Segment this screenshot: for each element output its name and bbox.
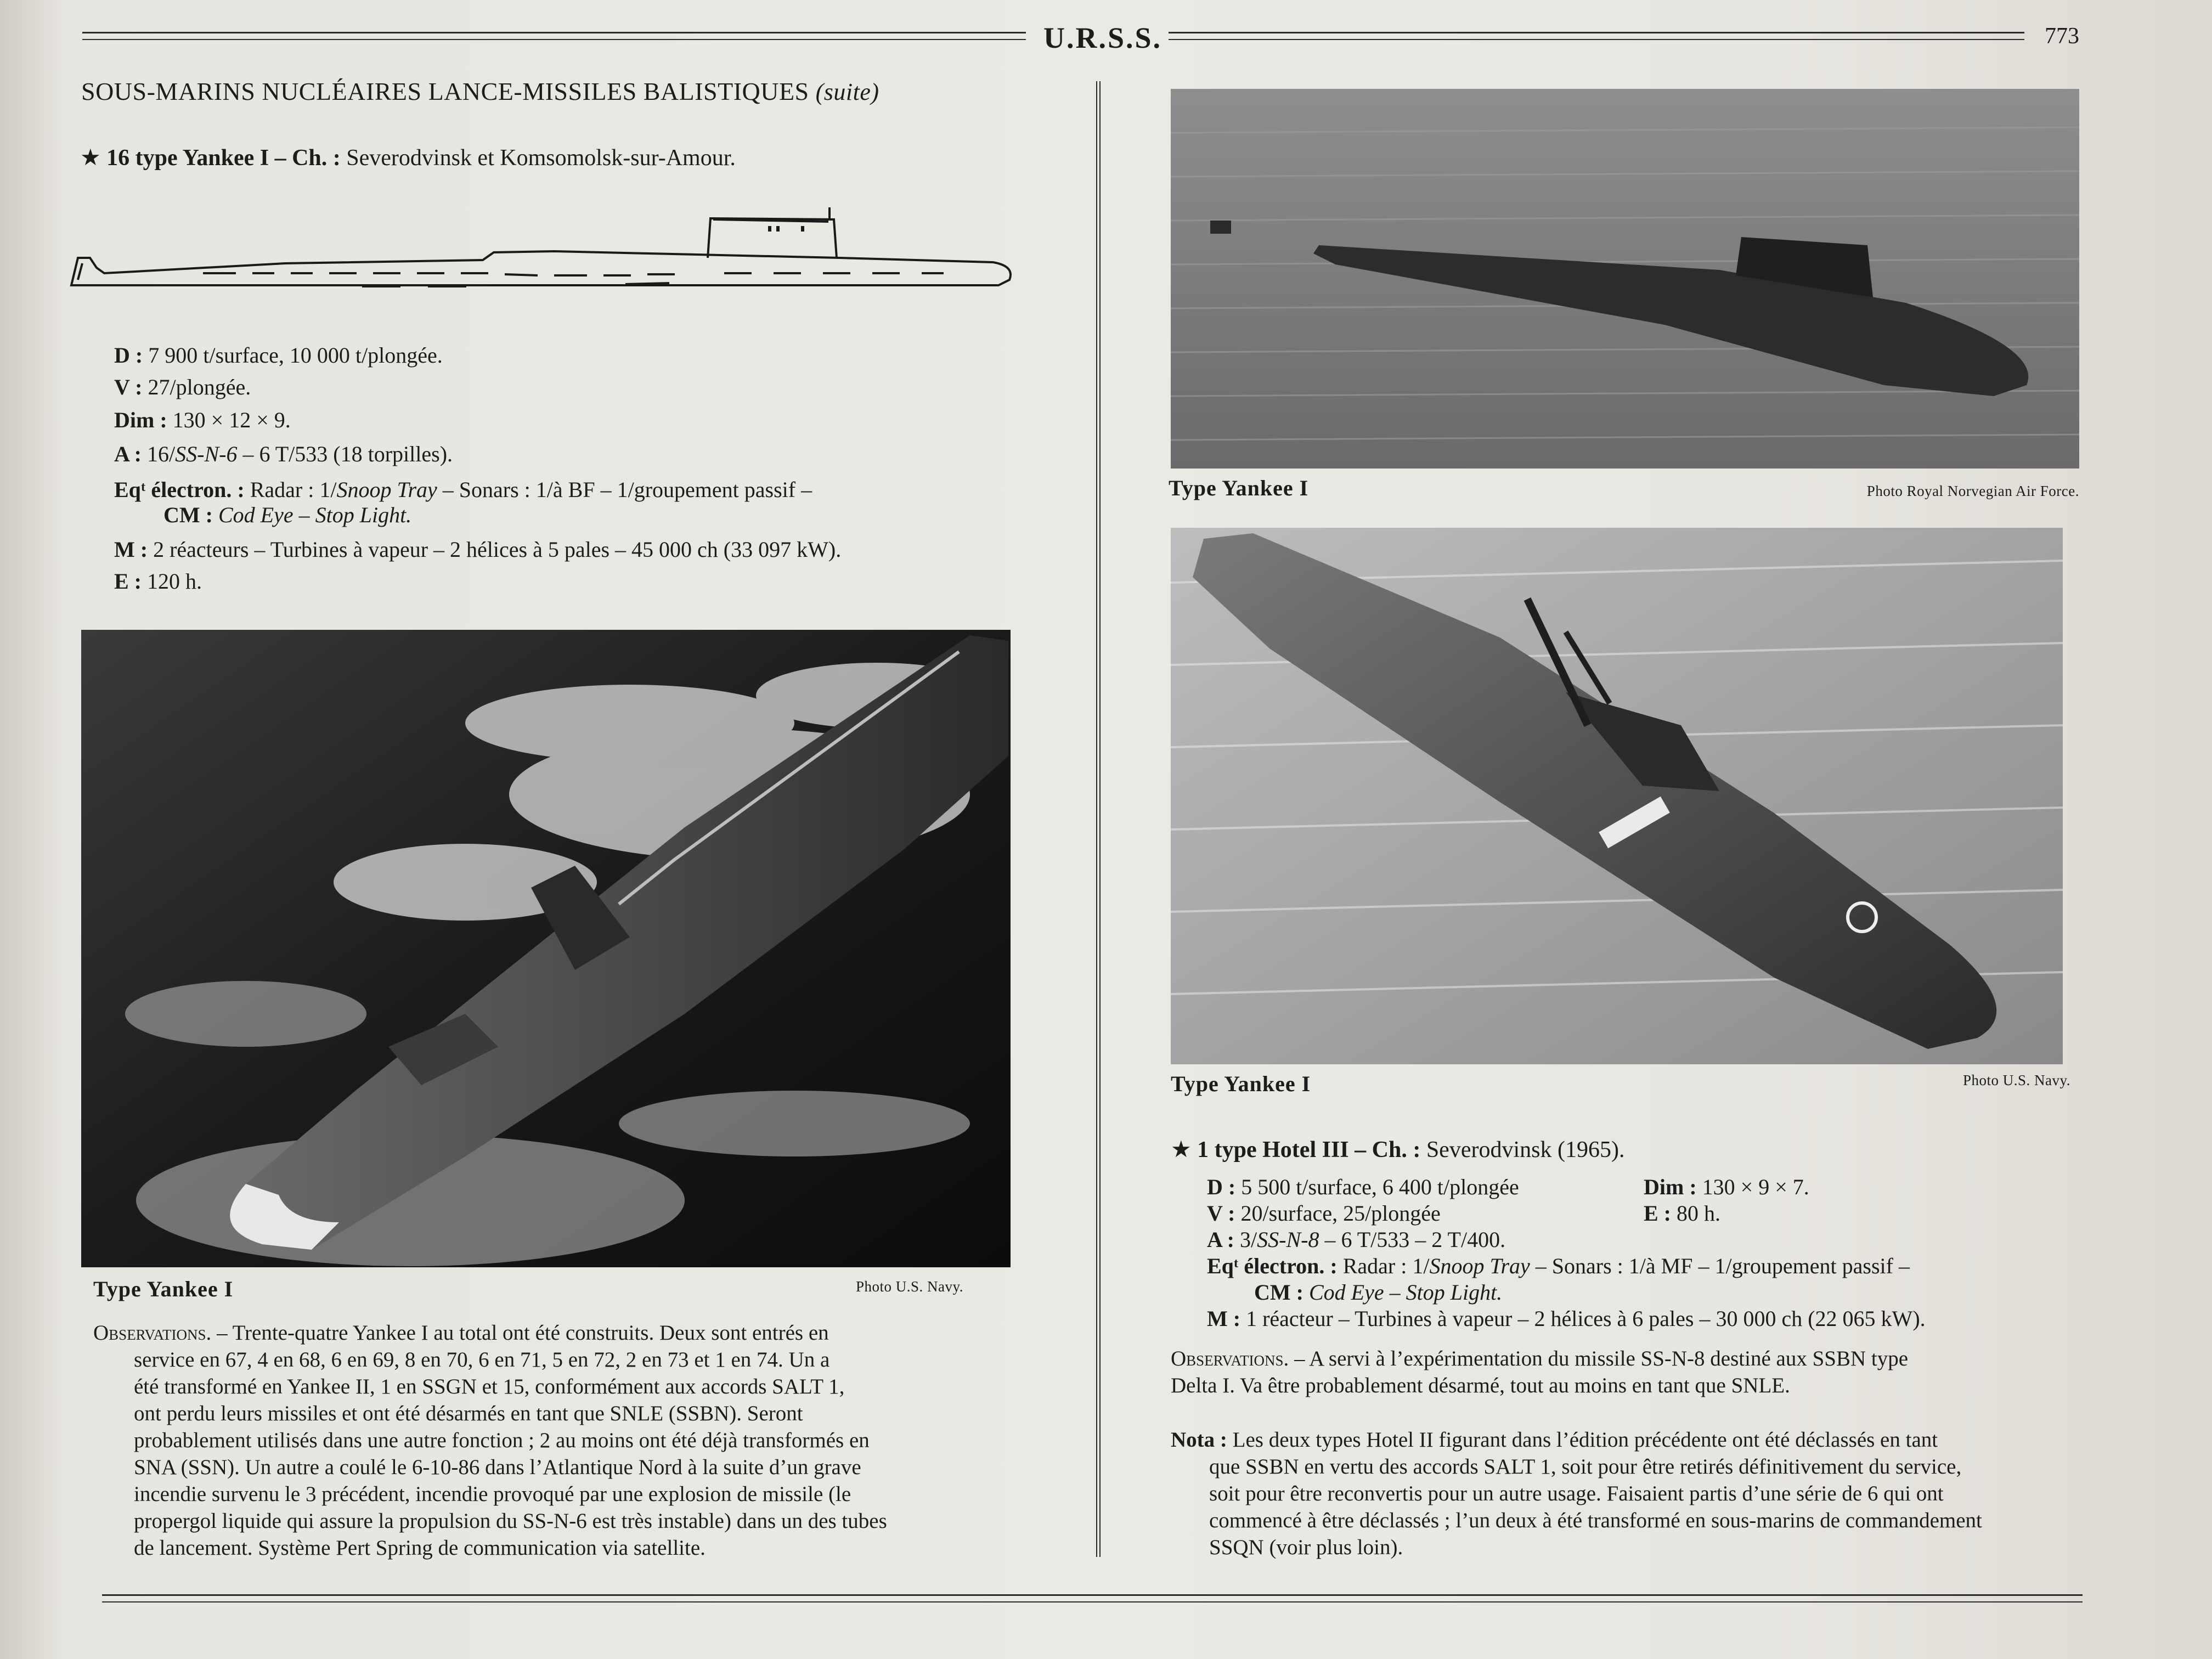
photo-yankee-right-bottom [1171,528,2063,1064]
observations-yankee [93,1319,1026,1561]
observations-label: Observations. [1171,1347,1289,1370]
spec-e-value: 120 h. [147,569,202,594]
spec-eq-key: Eqᵗ électron. : [114,477,245,502]
photo-caption-left: Type Yankee I [93,1277,234,1301]
spec-cm-key: CM : [1254,1280,1304,1305]
observations-line: propergol liquide qui assure la propulsion du SS-N-6 est très instable) dans un des tubes [134,1509,887,1533]
nota-line: commencé à être déclassés ; l’un deux à été transformé en sous-marins de commandement [1209,1509,1982,1532]
spec-a-value-1: 16/ [147,442,176,466]
page-number: 773 [2045,24,2079,49]
spec-m [1207,1306,2079,1332]
photo-credit-right-bottom: Photo U.S. Navy. [1962,1072,2070,1088]
spec-d-key: D : [1207,1175,1236,1199]
observations-line: Observations. – A servi à l’expérimentation du missile SS-N-8 destiné aux SSBN type [1171,1347,1909,1370]
spec-e-key: E : [1644,1201,1671,1226]
spec-eq-value-2: Snoop Tray [336,477,437,502]
photo-caption-right-bottom: Type Yankee I [1171,1071,1311,1096]
spec-eq-key: Eqᵗ électron. : [1207,1254,1338,1278]
spec-d [1207,1174,2079,1200]
spec-v-value: 27/plongée. [148,375,251,399]
spec-a-value-2: SS-N-6 [175,442,238,466]
spec-dim [114,403,1025,438]
spec-m-value: 2 réacteurs – Turbines à vapeur – 2 hélices à 5 pales – 45 000 ch (33 097 kW). [153,537,842,562]
spec-a-key: A : [1207,1227,1234,1252]
nota-line: SSQN (voir plus loin). [1209,1536,1403,1559]
observations-line: SNA (SSN). Un autre a coulé le 6-10-86 dans l’Atlantique Nord à la suite d’un grave [134,1455,861,1479]
spec-cm [1207,1279,2079,1306]
photo-yankee-left [81,630,1011,1267]
spec-d-value: 7 900 t/surface, 10 000 t/plongée. [148,343,443,368]
section-title [81,77,1014,106]
nota-hotel [1171,1426,2070,1561]
entry-shipyards: Severodvinsk et Komsomolsk-sur-Amour. [346,145,736,171]
spec-dim-value: 130 × 9 × 7. [1702,1175,1809,1199]
spec-cm-value: Cod Eye – Stop Light. [1308,1280,1503,1305]
spec-eq-value-3: – Sonars : 1/à MF – 1/groupement passif – [1530,1254,1910,1278]
spec-v [114,370,1025,405]
entry-heading-hotel [1171,1136,2081,1163]
spec-v [1207,1200,2079,1227]
spec-d-key: D : [114,343,143,368]
photo-credit-right-top: Photo Royal Norvegian Air Force. [1866,483,2079,499]
running-head: U.R.S.S. [1043,21,1163,54]
yankee-specs [114,338,1025,599]
spec-a [1207,1227,2079,1253]
star-icon: ★ [80,145,101,171]
spec-e-key: E : [114,569,142,594]
spec-e [114,564,1025,599]
spec-m-value: 1 réacteur – Turbines à vapeur – 2 hélices à 6 pales – 30 000 ch (22 065 kW). [1246,1306,1926,1331]
photo-yankee-right-top [1171,89,2079,469]
spec-cm [114,503,1025,528]
spec-dim-key: Dim : [114,408,167,432]
spec-m-key: M : [114,537,148,562]
star-icon: ★ [1171,1137,1192,1163]
spec-m-key: M : [1207,1306,1241,1331]
footer-rule [102,1594,2083,1602]
observations-line: de lancement. Système Pert Spring de communication via satellite. [134,1536,706,1560]
entry-shipyards: Severodvinsk (1965). [1426,1137,1625,1163]
spec-e-value: 80 h. [1677,1201,1720,1226]
nota-label: Nota : [1171,1428,1227,1452]
observations-line: Observations. – Trente-quatre Yankee I au total ont été construits. Deux sont entrés en [93,1321,829,1345]
header-rule-left [82,32,1026,40]
spec-eq [114,477,1025,503]
spec-dim [1644,1174,1809,1200]
spec-a-key: A : [114,442,142,466]
spec-dim-key: Dim : [1644,1175,1697,1199]
photo-credit-left: Photo U.S. Navy. [856,1278,964,1295]
spec-a-value-1: 3/ [1240,1227,1257,1252]
spec-cm-key: CM : [163,503,213,527]
spec-v-key: V : [114,375,143,399]
observations-line: ont perdu leurs missiles et ont été désarmés en tant que SNLE (SSBN). Seront [134,1402,803,1425]
entry-label: 1 type Hotel III – Ch. : [1197,1137,1421,1163]
spec-a [114,437,1025,472]
spec-m [114,532,1025,567]
observations-hotel [1171,1345,2070,1399]
photo-caption-right-top: Type Yankee I [1169,476,1309,500]
spec-eq-value-2: Snoop Tray [1429,1254,1530,1278]
observations-line: incendie survenu le 3 précédent, incendie provoqué par une explosion de missile (le [134,1482,851,1506]
observations-line: Delta I. Va être probablement désarmé, tout au moins en tant que SNLE. [1171,1374,1790,1397]
observations-line: service en 67, 4 en 68, 6 en 69, 8 en 70, 6 en 71, 5 en 72, 2 en 73 et 1 en 74. Un a [134,1348,830,1372]
spec-d [114,338,1025,373]
observations-line: été transformé en Yankee II, 1 en SSGN et 15, conformément aux accords SALT 1, [134,1375,845,1398]
spec-a-value-3: – 6 T/533 (18 torpilles). [237,442,453,466]
nota-line: soit pour être reconvertis pour un autre usage. Faisaient partis d’une série de 6 qui ont [1209,1482,1944,1505]
section-title-text: SOUS-MARINS NUCLÉAIRES LANCE-MISSILES BALISTIQUES [81,77,809,105]
spec-e [1644,1200,1720,1227]
column-divider [1096,81,1101,1557]
spec-eq-value-1: Radar : 1/ [1342,1254,1430,1278]
spec-eq-value-1: Radar : 1/ [250,477,337,502]
spec-cm-value: Cod Eye – Stop Light. [218,503,412,527]
spec-d-value: 5 500 t/surface, 6 400 t/plongée [1241,1175,1519,1199]
spec-a-value-2: SS-N-8 [1257,1227,1319,1252]
hotel-specs [1207,1174,2079,1332]
observations-line: probablement utilisés dans une autre fonction ; 2 au moins ont été déjà transformés en [134,1429,870,1452]
nota-line: que SSBN en vertu des accords SALT 1, soit pour être retirés définitivement du service, [1209,1455,1962,1479]
entry-heading-yankee [80,144,1013,171]
header-rule-right [1169,32,2024,40]
spec-eq [1207,1253,2079,1279]
observations-label: Observations. [93,1321,212,1345]
section-title-suffix: (suite) [815,78,879,105]
spec-eq-value-3: – Sonars : 1/à BF – 1/groupement passif – [437,477,812,502]
submarine-profile-drawing [66,203,1020,296]
spec-a-value-3: – 6 T/533 – 2 T/400. [1319,1227,1506,1252]
spec-v-key: V : [1207,1201,1235,1226]
spec-v-value: 20/surface, 25/plongée [1240,1201,1441,1226]
nota-line: Nota : Les deux types Hotel II figurant dans l’édition précédente ont été déclassés en tant [1171,1428,1938,1452]
spec-dim-value: 130 × 12 × 9. [172,408,291,432]
entry-label: 16 type Yankee I – Ch. : [106,145,341,171]
